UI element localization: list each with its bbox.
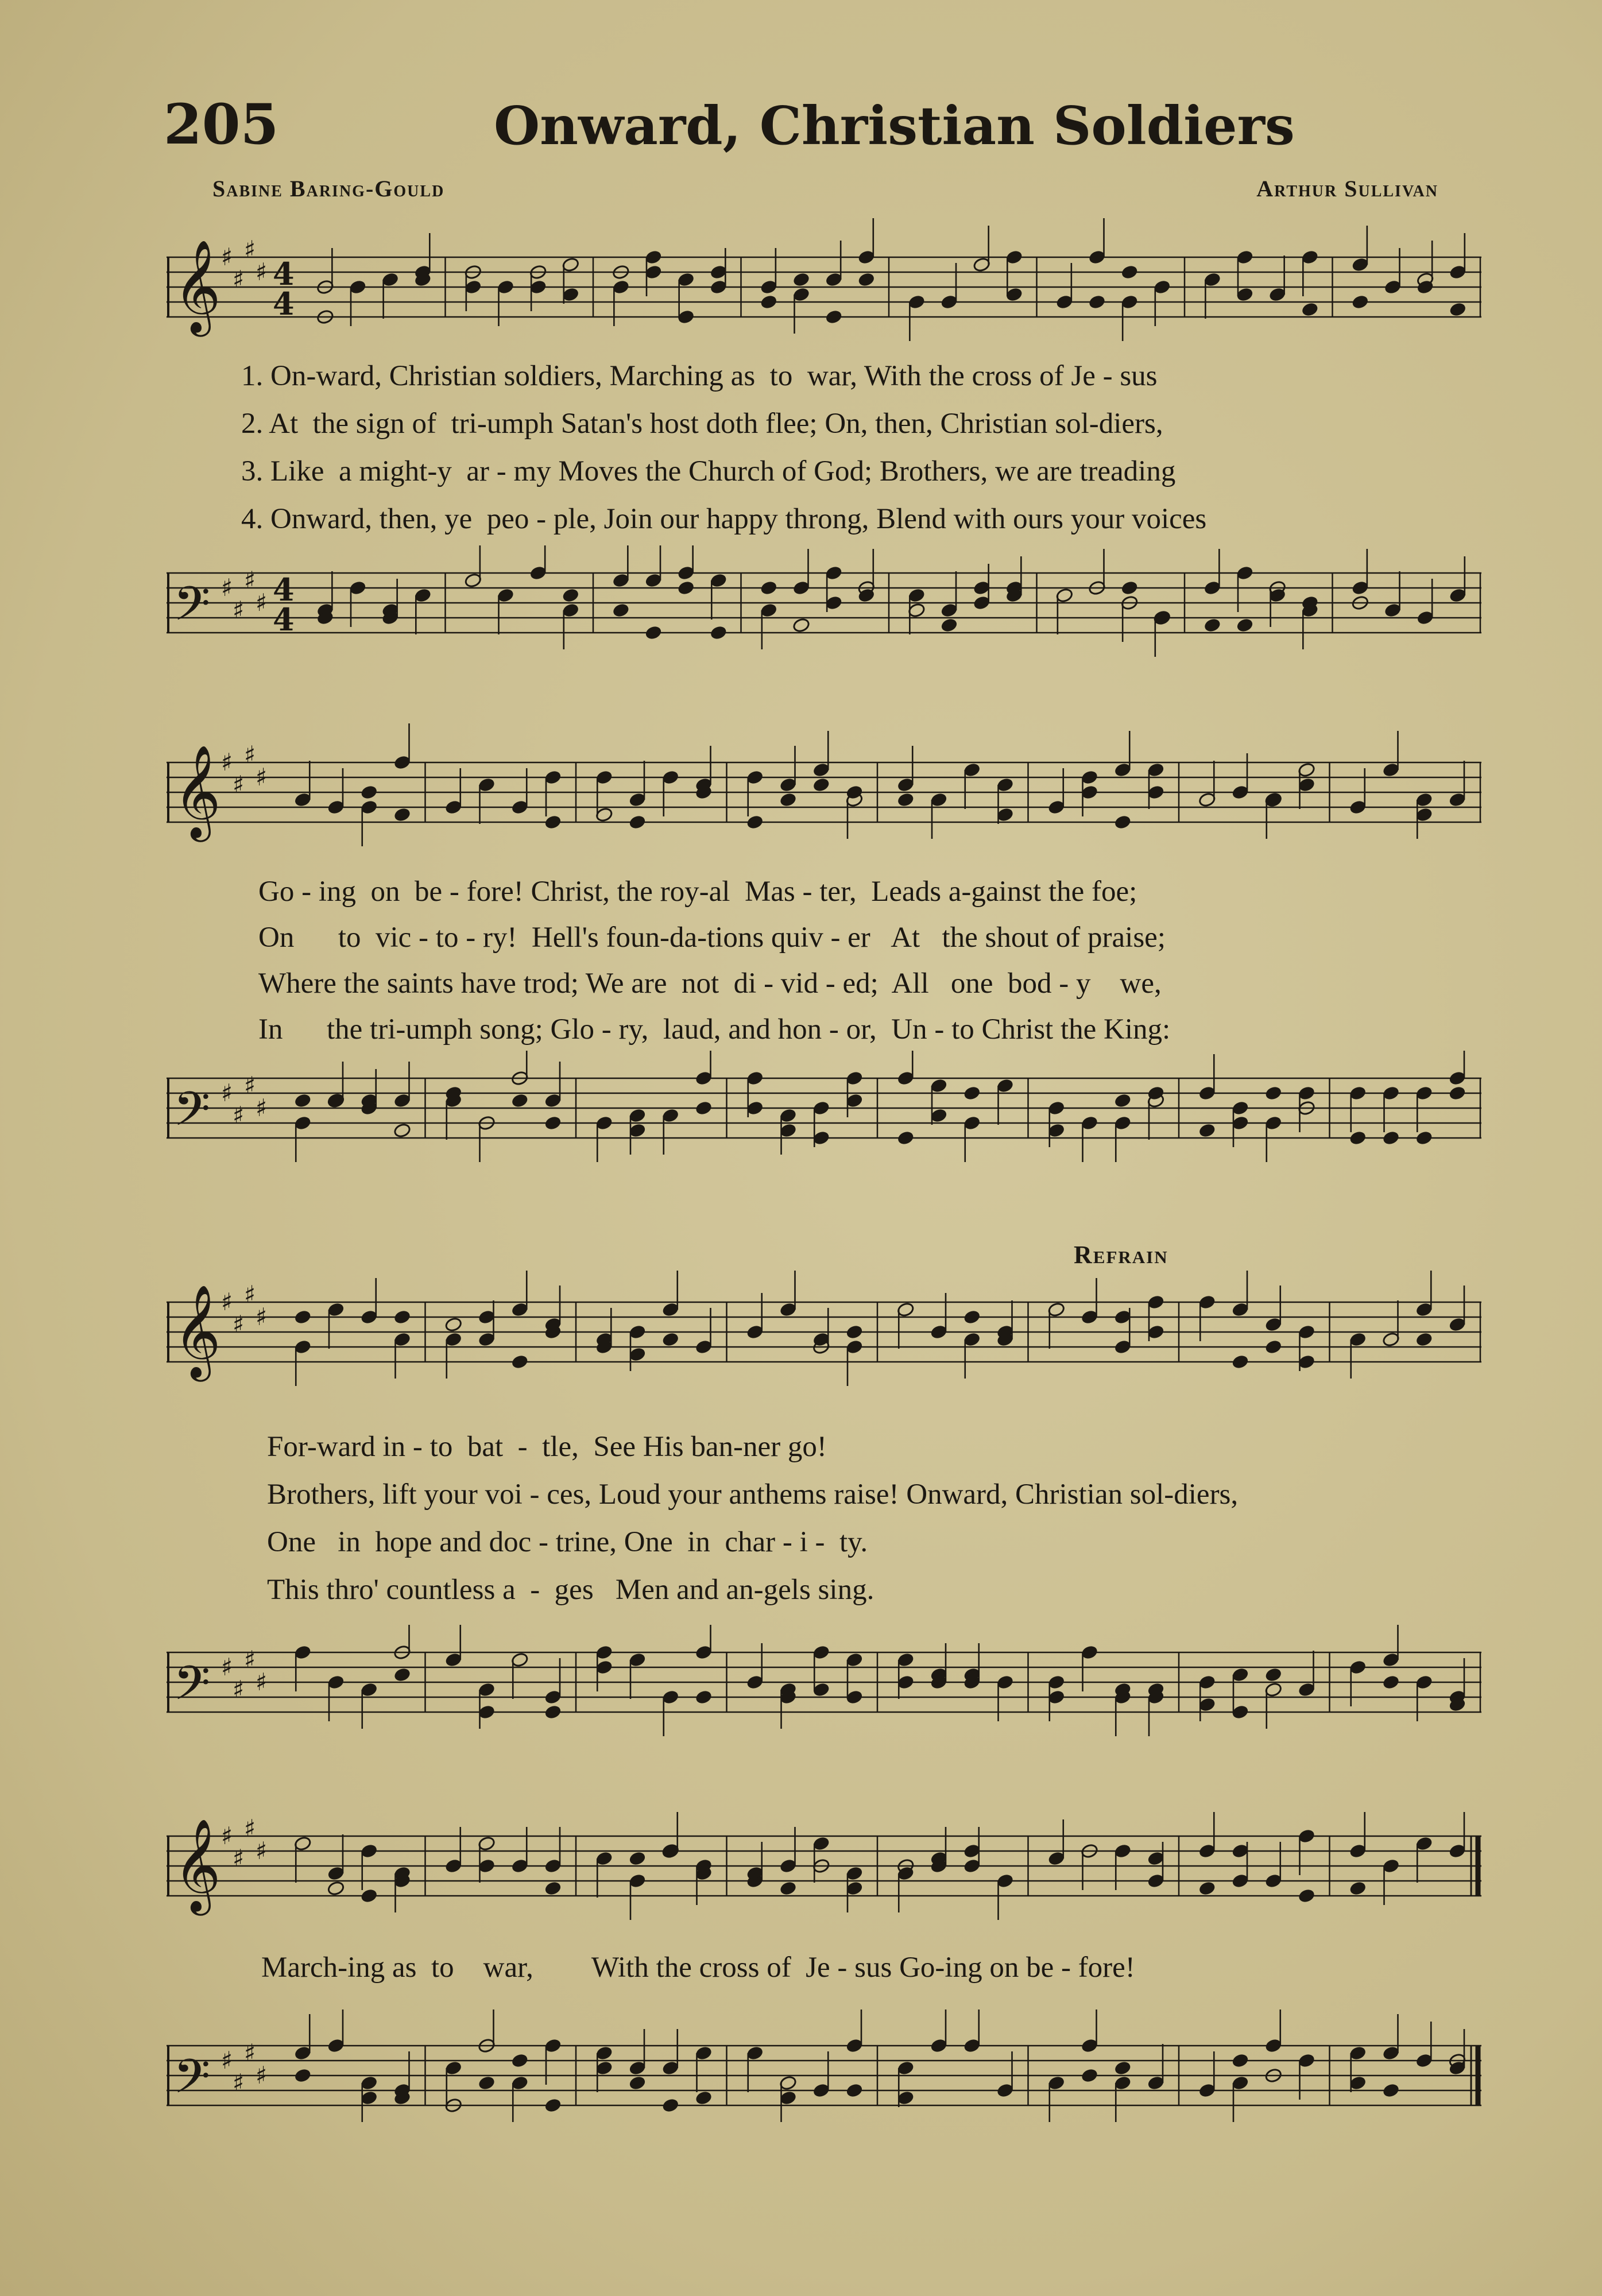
bass-staff [167,2010,1481,2142]
note-head [779,792,797,807]
sharp-icon: ♯ [233,1675,245,1703]
note-head [812,777,830,792]
note-head [1121,580,1139,595]
sharp-icon: ♯ [256,2061,268,2089]
note-head [845,1324,863,1339]
treble-clef-icon: 𝄞 [173,745,221,838]
note-head [1114,2060,1132,2076]
note-head [511,1093,529,1108]
sharp-icon: ♯ [244,1071,256,1099]
note-head [644,625,662,640]
lyric-line: This thro' countless a - ges Men and an-gels sing. [267,1574,874,1606]
time-signature-digit: 4 [273,255,295,292]
time-signature-digit: 4 [273,285,295,322]
refrain-label: Refrain [1074,1241,1168,1269]
note-head [897,792,915,807]
note-head [1449,301,1466,317]
note-head [897,1130,915,1145]
note-head [294,1093,312,1108]
sharp-icon: ♯ [256,763,268,791]
sharp-icon: ♯ [221,1653,233,1681]
bass-staff [167,1051,1481,1166]
note-head [1198,1880,1216,1896]
treble-staff [167,218,1481,356]
note-head [544,1704,562,1720]
sharp-icon: ♯ [221,2046,233,2074]
sharp-icon: ♯ [233,1310,245,1338]
note-head [1231,2053,1249,2068]
sharp-icon: ♯ [233,265,245,293]
note-head [1298,1888,1315,1903]
sharp-icon: ♯ [244,2039,256,2067]
sharp-icon: ♯ [244,741,256,769]
note-head [661,1331,679,1347]
bass-clef-icon: 𝄢 [173,1081,211,1148]
treble-staff [167,1263,1481,1401]
note-head [1088,294,1106,309]
bass-clef-icon: 𝄢 [173,576,211,643]
note-head [1231,1354,1249,1369]
note-head [327,1880,345,1896]
note-head [393,1122,411,1138]
note-head [1349,1130,1367,1145]
note-head [857,272,875,287]
treble-staff [167,1797,1481,1935]
note-head [710,625,728,640]
lyric-line: 2. At the sign of tri-umph Satan's host doth flee; On, then, Christian sol-diers, [241,408,1163,440]
lyric-line: On to vic - to - ry! Hell's foun-da-tions quiv - er At the shout of praise; [258,922,1166,954]
note-head [779,1880,797,1896]
note-head [562,587,579,603]
note-head [1198,1122,1216,1138]
lyricist-credit: Sabine Baring-Gould [212,176,445,202]
bass-clef-icon: 𝄢 [173,2049,211,2116]
sharp-icon: ♯ [221,1288,233,1316]
note-head [1264,1339,1282,1354]
sharp-icon: ♯ [256,588,268,617]
note-head [544,814,562,830]
note-head [1301,301,1319,317]
note-head [628,1850,646,1866]
note-head [1114,1093,1132,1108]
lyric-line: 4. Onward, then, ye peo - ple, Join our happy throng, Blend with ours your voices [241,503,1207,535]
sharp-icon: ♯ [244,1814,256,1842]
note-head [746,814,764,830]
hymn-number: 205 [164,92,279,157]
note-head [1264,1667,1282,1682]
bass-staff [167,545,1481,660]
sharp-icon: ♯ [233,1844,245,1872]
note-head [760,580,777,595]
sharp-icon: ♯ [221,243,233,271]
note-head [360,1888,378,1903]
treble-clef-icon: 𝄞 [173,239,221,333]
note-head [544,1115,562,1130]
note-head [792,617,810,633]
note-head [963,1085,981,1101]
sharp-icon: ♯ [233,1101,245,1129]
note-head [1415,1331,1433,1347]
note-head [845,2082,863,2098]
music-system-2 [167,723,1481,1171]
time-signature-digit: 4 [273,601,295,638]
lyric-line: 1. On-ward, Christian soldiers, Marching as to war, With the cross of Je - sus [241,360,1158,392]
note-head [1349,1880,1367,1896]
music-system-1 [167,218,1481,666]
note-head [1382,2082,1400,2098]
note-head [628,814,646,830]
lyric-line: Go - ing on be - fore! Christ, the roy-al Mas - ter, Leads a-gainst the foe; [258,876,1137,908]
sharp-icon: ♯ [256,1303,268,1331]
sharp-icon: ♯ [256,1668,268,1696]
lyric-line: 3. Like a might-y ar - my Moves the Church of God; Brothers, we are treading [241,455,1176,487]
time-signature-digit: 4 [273,571,295,608]
lyric-line: In the tri-umph song; Glo - ry, laud, and hon - or, Un - to Christ the King: [258,1013,1171,1046]
note-head [612,602,630,618]
note-head [1382,1130,1400,1145]
sharp-icon: ♯ [256,1837,268,1865]
hymn-title: Onward, Christian Soldiers [494,95,1295,157]
note-head [825,309,843,324]
note-head [1351,294,1369,309]
note-head [294,2067,312,2083]
note-head [760,294,777,309]
sharp-icon: ♯ [244,1280,256,1308]
sharp-icon: ♯ [221,574,233,602]
note-head [1448,1085,1466,1101]
sharp-icon: ♯ [244,566,256,594]
composer-credit: Arthur Sullivan [1256,176,1438,202]
note-head [1114,814,1132,830]
sharp-icon: ♯ [221,1822,233,1850]
music-system-3 [167,1263,1481,1722]
note-head [1204,617,1221,633]
note-head [393,1309,411,1325]
note-head [1264,1085,1282,1101]
note-head [444,1317,462,1332]
note-head [511,1354,529,1369]
note-head [1236,617,1253,633]
note-head [661,2097,679,2113]
note-head [393,807,411,822]
note-head [544,2097,562,2113]
note-head [1382,1674,1400,1690]
note-head [393,1667,411,1682]
treble-staff [167,723,1481,861]
note-head [511,2053,529,2068]
treble-clef-icon: 𝄞 [173,1818,221,1912]
note-head [360,784,378,800]
note-head [1121,264,1139,280]
lyric-line: Where the saints have trod; We are not di - vid - ed; All one bod - y we, [258,967,1162,1000]
note-head [792,272,810,287]
note-head [695,1689,713,1705]
note-head [1415,1130,1433,1145]
sharp-icon: ♯ [233,771,245,799]
note-head [1081,2067,1098,2083]
treble-clef-icon: 𝄞 [173,1284,221,1378]
lyric-line: Brothers, lift your voi - ces, Loud your anthems raise! Onward, Christian sol-diers, [267,1478,1239,1511]
sharp-icon: ♯ [256,258,268,286]
bass-clef-icon: 𝄢 [173,1655,211,1722]
sharp-icon: ♯ [221,1079,233,1107]
sharp-icon: ♯ [244,235,256,264]
note-head [963,1309,981,1325]
music-system-4 [167,1797,1481,2170]
note-head [940,617,958,633]
note-head [628,2075,646,2090]
note-head [695,1100,713,1116]
note-head [294,1309,312,1325]
sharp-icon: ♯ [221,748,233,776]
note-head [544,1880,562,1896]
note-head [695,2090,713,2105]
note-head [677,580,695,595]
sharp-icon: ♯ [256,1094,268,1122]
sharp-icon: ♯ [233,2069,245,2097]
lyric-line: March-ing as to war, With the cross of Je - sus Go-ing on be - fore! [261,1952,1135,1984]
bass-staff [167,1625,1481,1740]
sharp-icon: ♯ [244,1645,256,1674]
note-head [478,2075,496,2090]
lyric-line: For-ward in - to bat - tle, See His ban-ner go! [267,1431,827,1463]
sharp-icon: ♯ [233,596,245,624]
lyric-line: One in hope and doc - trine, One in char - i - ty. [267,1526,868,1558]
